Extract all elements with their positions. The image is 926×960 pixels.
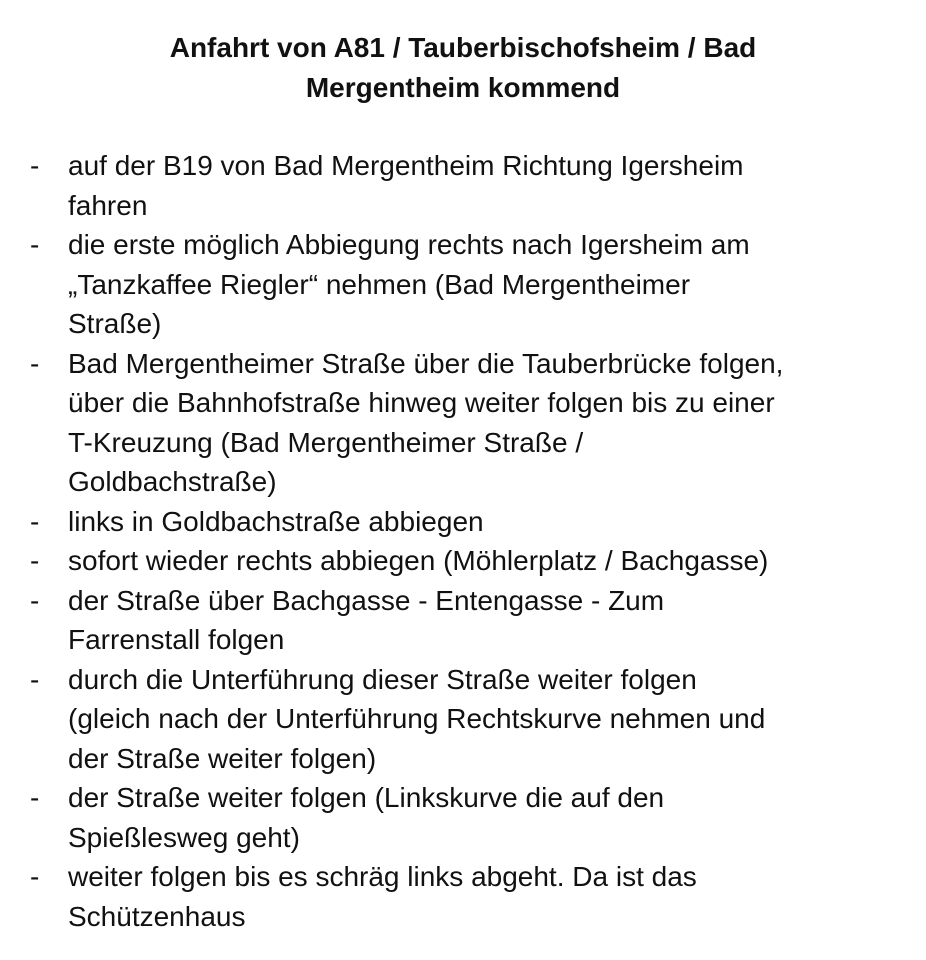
list-item	[0, 778, 926, 857]
step-text-line: links in Goldbachstraße abbiegen	[68, 505, 484, 537]
step-text-line: Straße)	[68, 308, 162, 339]
step-text-line: der Straße über Bachgasse - Entengasse - Zum	[68, 584, 665, 616]
step-text-line: über die Bahnhofstraße hinweg weiter folgen bis zu einer	[68, 387, 775, 418]
step-text-line: Bad Mergentheimer Straße über die Tauberbrücke folgen,	[68, 347, 784, 379]
dash-bullet: -	[30, 782, 40, 813]
list-item	[0, 541, 926, 581]
step-text-line: Goldbachstraße)	[68, 466, 277, 497]
title-line-2: Mergentheim kommend	[305, 72, 621, 103]
step-text-line: weiter folgen bis es schräg links abgeht. Da ist das	[68, 861, 697, 892]
step-text-line: durch die Unterführung dieser Straße weiter folgen	[68, 663, 697, 695]
step-text-line: der Straße weiter folgen (Linkskurve die auf den	[68, 782, 665, 813]
list-item	[0, 344, 926, 502]
step-text-line: sofort wieder rechts abbiegen (Möhlerplatz / Bachgasse)	[68, 545, 769, 576]
document-title	[0, 28, 926, 108]
dash-bullet: -	[30, 150, 40, 181]
list-item	[0, 660, 926, 779]
step-text-line: auf der B19 von Bad Mergentheim Richtung Igersheim	[68, 150, 744, 181]
list-item	[0, 146, 926, 225]
list-item	[0, 581, 926, 660]
title-line-1: Anfahrt von A81 / Tauberbischofsheim / Bad	[169, 32, 757, 63]
step-text-line: Schützenhaus	[68, 900, 246, 932]
list-item	[0, 857, 926, 936]
list-item	[0, 225, 926, 344]
dash-bullet: -	[30, 861, 40, 892]
dash-bullet: -	[30, 663, 40, 695]
dash-bullet: -	[30, 545, 40, 576]
dash-bullet: -	[30, 505, 40, 537]
step-text-line: die erste möglich Abbiegung rechts nach Igersheim am	[68, 229, 750, 260]
step-text-line: „Tanzkaffee Riegler“ nehmen (Bad Mergentheimer	[68, 268, 691, 300]
dash-bullet: -	[30, 584, 40, 616]
dash-bullet: -	[30, 229, 40, 260]
step-text-line: der Straße weiter folgen)	[68, 742, 377, 774]
step-text-line: T-Kreuzung (Bad Mergentheimer Straße /	[68, 426, 584, 458]
step-text-line: (gleich nach der Unterführung Rechtskurve nehmen und	[68, 703, 766, 734]
dash-bullet: -	[30, 347, 40, 379]
step-text-line: Spießlesweg geht)	[68, 821, 300, 853]
step-text-line: Farrenstall folgen	[68, 624, 285, 655]
list-item	[0, 502, 926, 542]
step-text-line: fahren	[68, 189, 148, 221]
directions-list	[0, 146, 926, 936]
